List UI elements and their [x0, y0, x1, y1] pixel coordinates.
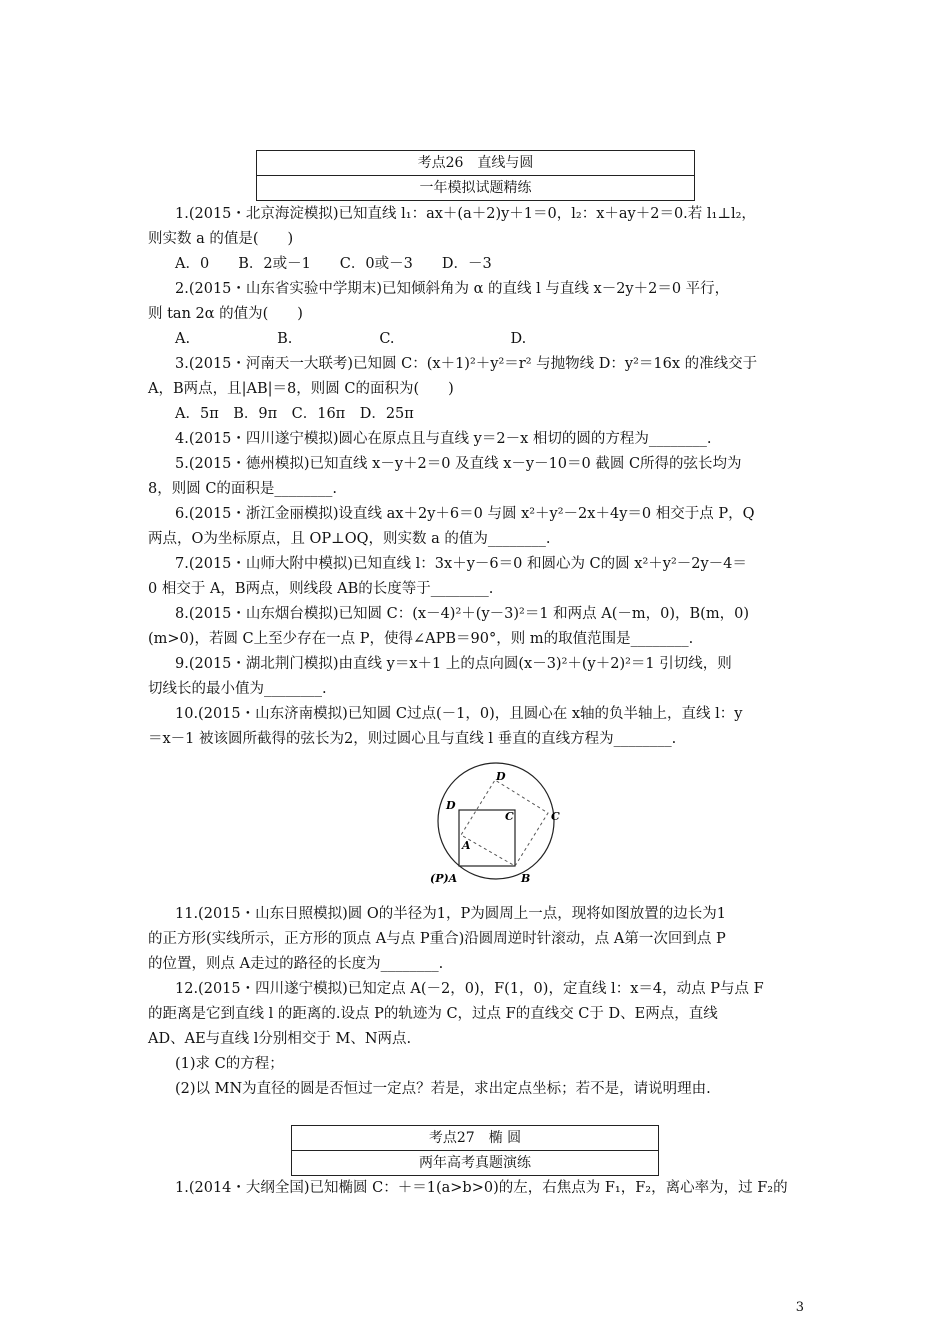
- text-line: 切线长的最小值为________.: [148, 681, 327, 697]
- dashed-square: [461, 780, 548, 866]
- text-line: 0 相交于 A，B两点，则线段 AB的长度等于________.: [148, 581, 494, 597]
- text-line: (1)求 C的方程；: [175, 1056, 284, 1072]
- text-line: 则 tan 2α 的值为( ): [148, 306, 303, 322]
- text-line: 10.(2015・山东济南模拟)已知圆 C过点(－1，0)，且圆心在 x轴的负半轴上，直线 l：y: [175, 706, 743, 722]
- label-c: C: [505, 810, 514, 823]
- text-line: A，B两点，且|AB|＝8，则圆 C的面积为( ): [148, 381, 454, 397]
- text-line: 6.(2015・浙江金丽模拟)设直线 ax＋2y＋6＝0 与圆 x²＋y²－2x＋4y＝0 相交于点 P，Q: [175, 506, 755, 522]
- label-a: A: [462, 839, 471, 852]
- text-line: ＝x－1 被该圆所截得的弦长为2，则过圆心且与直线 l 垂直的直线方程为________.: [148, 731, 677, 747]
- section-subtitle: 一年模拟试题精练: [257, 175, 694, 200]
- text-line: 2.(2015・山东省实验中学期末)已知倾斜角为 α 的直线 l 与直线 x－2y＋2＝0 平行，: [175, 281, 730, 297]
- text-line: (2)以 MN为直径的圆是否恒过一定点？若是，求出定点坐标；若不是，请说明理由.: [175, 1081, 711, 1097]
- label-p-a: (P)A: [430, 872, 458, 885]
- text-line: 8，则圆 C的面积是________.: [148, 481, 338, 497]
- text-line: 则实数 a 的值是( ): [148, 231, 294, 247]
- text-line: 7.(2015・山师大附中模拟)已知直线 l：3x＋y－6＝0 和圆心为 C的圆 x²＋y²－2y－4＝: [175, 556, 747, 572]
- text-line: A．5π B．9π C．16π D．25π: [175, 406, 414, 422]
- text-line: 的正方形(实线所示，正方形的顶点 A与点 P重合)沿圆周逆时针滚动，点 A第一次回到点 P: [148, 931, 726, 947]
- text-line: A. B. C. D.: [175, 331, 527, 347]
- text-line: 的位置，则点 A走过的路径的长度为________.: [148, 956, 444, 972]
- label-b: B: [521, 872, 531, 885]
- section-subtitle: 两年高考真题演练: [292, 1150, 658, 1175]
- section-title: 考点26 直线与圆: [417, 155, 534, 171]
- text-line: 11.(2015・山东日照模拟)圆 O的半径为1，P为圆周上一点，现将如图放置的边长为1: [175, 906, 726, 922]
- page-number: 3: [795, 1300, 804, 1315]
- circle-square-figure: [418, 758, 578, 888]
- section-header-26: [256, 150, 695, 201]
- label-d-rotated: D: [496, 770, 506, 783]
- text-line: 3.(2015・河南天一大联考)已知圆 C：(x＋1)²＋y²＝r² 与抛物线 D：y²＝16x 的准线交于: [175, 356, 758, 372]
- text-line: A．0 B．2或－1 C．0或－3 D．－3: [175, 256, 492, 272]
- text-line: 1.(2015・北京海淀模拟)已知直线 l₁：ax＋(a＋2)y＋1＝0，l₂：x＋ay＋2＝0.若 l₁⊥l₂，: [175, 206, 756, 222]
- text-line: 的距离是它到直线 l 的距离的.设点 P的轨迹为 C，过点 F的直线交 C于 D、E两点，直线: [148, 1006, 718, 1022]
- section-title: 考点27 椭 圆: [428, 1130, 522, 1146]
- text-line: (m>0)，若圆 C上至少存在一点 P，使得∠APB＝90°，则 m的取值范围是________.: [148, 631, 694, 647]
- text-line: 8.(2015・山东烟台模拟)已知圆 C：(x－4)²＋(y－3)²＝1 和两点 A(－m，0)，B(m，0): [175, 606, 749, 622]
- label-c-rotated: C: [551, 810, 560, 823]
- text-line: 9.(2015・湖北荆门模拟)由直线 y＝x＋1 上的点向圆(x－3)²＋(y＋2)²＝1 引切线，则: [175, 656, 732, 672]
- text-line: 12.(2015・四川遂宁模拟)已知定点 A(－2，0)，F(1，0)，定直线 l：x＝4，动点 P与点 F: [175, 981, 764, 997]
- text-line: 两点，O为坐标原点，且 OP⊥OQ，则实数 a 的值为________.: [148, 531, 551, 547]
- text-line: AD、AE与直线 l分别相交于 M、N两点.: [148, 1031, 412, 1047]
- text-line: 1.(2014・大纲全国)已知椭圆 C：＋＝1(a>b>0)的左，右焦点为 F₁，F₂，离心率为，过 F₂的: [175, 1180, 788, 1196]
- text-line: 4.(2015・四川遂宁模拟)圆心在原点且与直线 y＝2－x 相切的圆的方程为________.: [175, 431, 712, 447]
- text-line: 5.(2015・德州模拟)已知直线 x－y＋2＝0 及直线 x－y－10＝0 截圆 C所得的弦长均为: [175, 456, 742, 472]
- label-d: D: [446, 799, 456, 812]
- section-header-27: [291, 1125, 659, 1176]
